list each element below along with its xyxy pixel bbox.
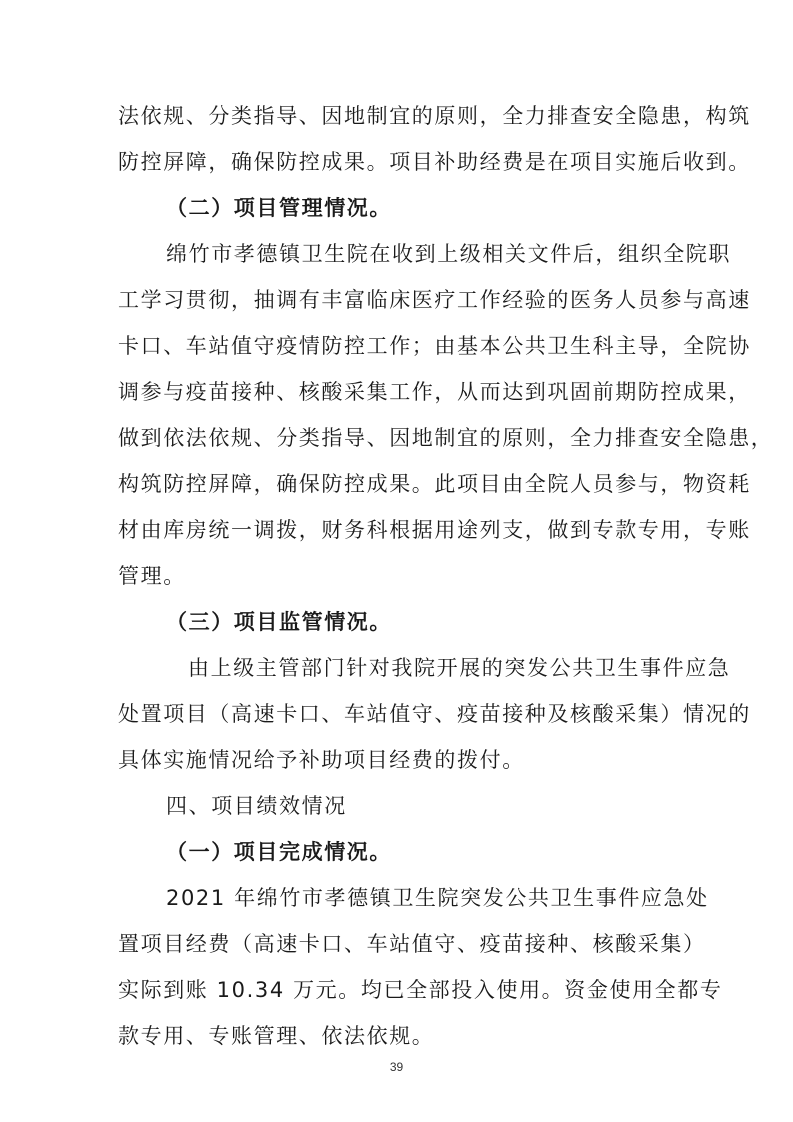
para2-line-3: 卡口、车站值守疫情防控工作；由基本公共卫生科主导，全院协 (118, 334, 751, 358)
para3-line-3: 具体实施情况给予补助项目经费的拨付。 (118, 748, 525, 772)
heading-project-completion: （一）项目完成情况。 (166, 840, 392, 864)
para3-line-2: 处置项目（高速卡口、车站值守、疫苗接种及核酸采集）情况的 (118, 702, 751, 726)
para4-line-4: 款专用、专账管理、依法依规。 (118, 1024, 435, 1048)
para2-line-6: 构筑防控屏障，确保防控成果。此项目由全院人员参与，物资耗 (118, 472, 751, 496)
page-number: 39 (389, 1060, 404, 1074)
para1-line-2: 防控屏障，确保防控成果。项目补助经费是在项目实施后收到。 (118, 150, 751, 174)
para2-line-2: 工学习贯彻，抽调有丰富临床医疗工作经验的医务人员参与高速 (118, 288, 751, 312)
para2-line-1: 绵竹市孝德镇卫生院在收到上级相关文件后，组织全院职 (166, 242, 731, 266)
para4-line-1: 2021 年绵竹市孝德镇卫生院突发公共卫生事件应急处 (166, 886, 709, 910)
para3-line-1: 由上级主管部门针对我院开展的突发公共卫生事件应急 (188, 656, 731, 680)
heading-project-supervision: （三）项目监管情况。 (166, 610, 392, 634)
para1-line-1: 法依规、分类指导、因地制宜的原则，全力排查安全隐患，构筑 (118, 104, 751, 128)
section-project-performance: 四、项目绩效情况 (166, 794, 347, 818)
para4-line-2: 置项目经费（高速卡口、车站值守、疫苗接种、核酸采集） (118, 932, 706, 956)
para2-line-4: 调参与疫苗接种、核酸采集工作，从而达到巩固前期防控成果， (118, 380, 751, 404)
para2-line-7: 材由库房统一调拨，财务科根据用途列支，做到专款专用，专账 (118, 518, 751, 542)
para2-line-8: 管理。 (118, 564, 186, 588)
para2-line-5: 做到依法依规、分类指导、因地制宜的原则，全力排查安全隐患， (118, 426, 774, 450)
heading-project-management: （二）项目管理情况。 (166, 196, 392, 220)
para4-line-3: 实际到账 10.34 万元。均已全部投入使用。资金使用全都专 (118, 978, 723, 1002)
